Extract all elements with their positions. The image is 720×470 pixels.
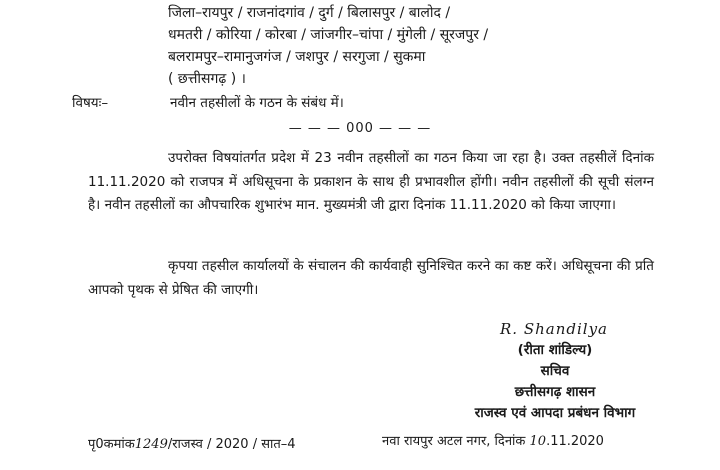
reference-number [88,434,296,452]
section-separator: — — — 000 — — — [288,121,432,136]
place-and-date [382,431,604,449]
signatory-government: छत्तीसगढ़ शासन [514,384,596,400]
address-line-1: जिला–रायपुर / राजनांदगांव / दुर्ग / बिलासपुर / बालोद / [168,5,451,21]
place-prefix: नवा रायपुर अटल नगर, दिनांक [382,434,530,449]
date-day-handwritten: 10 [529,434,547,449]
signatory-department: राजस्व एवं आपदा प्रबंधन विभाग [474,405,636,421]
address-line-2: धमतरी / कोरिया / कोरबा / जांजगीर–चांपा / मुंगेली / सूरजपुर / [168,27,489,43]
signatory-designation: सचिव [540,363,570,379]
subject-label: विषयः– [72,95,109,111]
date-rest: .11.2020 [546,434,604,449]
handwritten-signature: R. Shandilya [500,320,608,338]
subject-text: नवीन तहसीलों के गठन के संबंध में। [170,95,344,111]
reference-prefix: पृ0कमांक [88,437,135,452]
signatory-name: (रीता शांडिल्य) [517,342,593,358]
signature-block [440,318,670,424]
body-paragraph-2: कृपया तहसील कार्यालयों के संचालन की कार्यवाही सुनिश्चित करने का कष्ट करें। अधिसूचना की प्रति आपको पृथक से प्रेषित की जाएगी। [88,258,654,298]
body-paragraph-1: उपरोक्त विषयांतर्गत प्रदेश में 23 नवीन तहसीलों का गठन किया जा रहा है। उक्त तहसीलें दिनांक 11.11.2020 को राजपत्र में अधिसूचना के प्रकाशन के साथ ही प्रभावशील होंगी। नवीन तहसीलों की सूची संलग्न है। नवीन तहसीलों का औपचारिक शुभारंभ मान. मुख्यमंत्री जी द्वारा दिनांक 11.11.2020 को किया जाएगा। [88,150,654,213]
reference-suffix: /राजस्व / 2020 / सात–4 [167,437,296,452]
reference-handwritten-number: 1249 [134,437,168,452]
address-line-3: बलरामपुर–रामानुजगंज / जशपुर / सरगुजा / सुकमा [168,49,426,65]
address-line-4: ( छत्तीसगढ़ ) । [168,71,246,87]
